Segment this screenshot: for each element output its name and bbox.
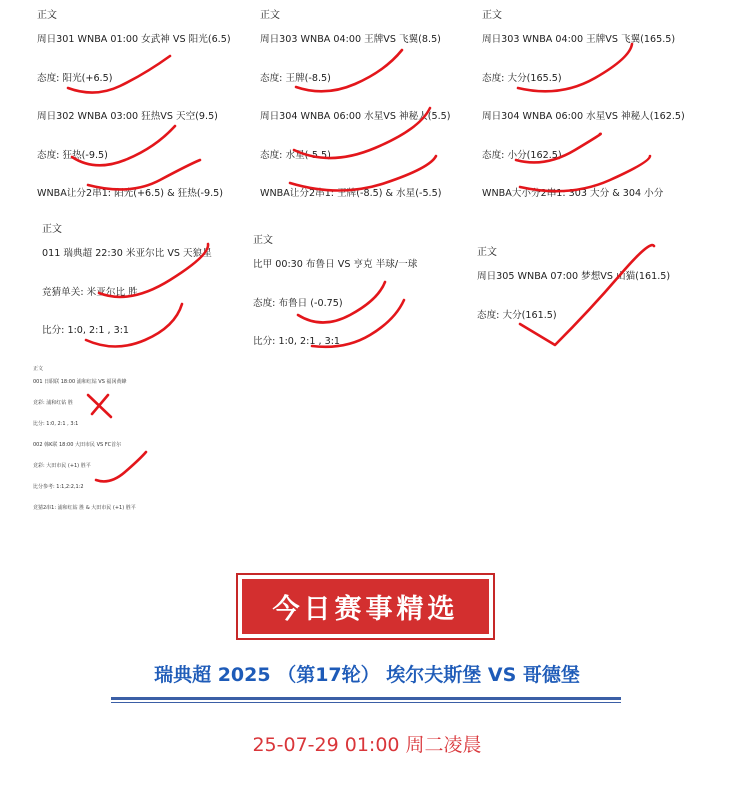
bet-slip-4 [42, 225, 212, 336]
bet-slip-7 [33, 367, 136, 511]
bet-slip-1 [37, 11, 231, 199]
slip-line: 周日304 WNBA 06:00 水星VS 神秘人(162.5) [482, 111, 685, 123]
slip-line: 周日303 WNBA 04:00 王牌VS 飞翼(8.5) [260, 34, 441, 45]
banner-title: 今日赛事精选 [242, 579, 489, 634]
match-title: 瑞典超 2025 （第17轮） 埃尔夫斯堡 VS 哥德堡 [154, 664, 580, 686]
slip-line: 比分参考: 1:1,2:2,1:2 [33, 484, 84, 490]
slip-line: 周日304 WNBA 06:00 水星VS 神秘人(5.5) [260, 111, 451, 123]
slip-heading: 正文 [253, 235, 273, 246]
slip-line: 比分: 1:0, 2:1 , 3:1 [42, 325, 130, 337]
slip-line: 周日303 WNBA 04:00 王牌VS 飞翼(165.5) [482, 34, 676, 45]
slip-line: 比分: 1:0, 2:1 , 3:1 [253, 336, 341, 348]
slip-heading: 正文 [42, 224, 62, 235]
divider [111, 697, 621, 700]
slip-line: 态度: 阳光(+6.5) [37, 72, 113, 84]
slip-line: 周日302 WNBA 03:00 狂热VS 天空(9.5) [37, 111, 218, 123]
slip-line: 002 韩K联 18:00 大田市民 VS FC首尔 [33, 442, 122, 448]
slip-line: 比甲 00:30 布鲁日 VS 亨克 半球/一球 [253, 259, 418, 270]
slip-line: 竞彩: 浦和红钻 胜 [33, 400, 73, 406]
bet-slip-6 [477, 248, 670, 320]
bet-slip-3 [482, 11, 685, 199]
slip-line: 比分: 1:0, 2:1 , 3:1 [33, 421, 79, 427]
slip-heading: 正文 [33, 366, 44, 372]
slip-line: 态度: 水星(-5.5) [260, 149, 331, 161]
slip-line: WNBA大小分2串1: 303 大分 & 304 小分 [482, 188, 664, 200]
slip-line: 周日301 WNBA 01:00 女武神 VS 阳光(6.5) [37, 34, 231, 45]
slip-line: 态度: 小分(162.5) [482, 149, 562, 161]
slip-line: 001 日职联 18:00 浦和红钻 VS 福冈黄蜂 [33, 379, 127, 385]
slip-line: WNBA让分2串1: 王牌(-8.5) & 水星(-5.5) [260, 188, 442, 200]
slip-line: 周日305 WNBA 07:00 梦想VS 山猫(161.5) [477, 271, 671, 282]
slip-heading: 正文 [477, 247, 497, 258]
slip-line: 011 瑞典超 22:30 米亚尔比 VS 天狼星 [42, 248, 212, 259]
slip-line: 态度: 布鲁日 (-0.75) [253, 297, 343, 309]
slip-line: 态度: 大分(161.5) [477, 309, 557, 321]
slip-heading: 正文 [260, 10, 280, 21]
divider [111, 702, 621, 703]
slip-heading: 正文 [37, 10, 57, 21]
slip-line: 态度: 狂热(-9.5) [37, 149, 108, 161]
slip-line: 竞猜单关: 米亚尔比 胜 [42, 286, 138, 298]
slip-line: 竞彩: 大田市民 (+1) 胜平 [33, 463, 91, 469]
bet-slip-5 [253, 236, 417, 347]
slip-line: WNBA让分2串1: 阳光(+6.5) & 狂热(-9.5) [37, 188, 224, 200]
match-time: 25-07-29 01:00 周二凌晨 [252, 734, 482, 756]
slip-line: 竞猜2串1: 浦和红钻 胜 & 大田市民 (+1) 胜平 [33, 505, 136, 511]
daily-picks-banner [236, 573, 495, 640]
slip-line: 态度: 王牌(-8.5) [260, 72, 331, 84]
slip-line: 态度: 大分(165.5) [482, 72, 562, 84]
bet-slip-2 [260, 11, 451, 199]
slip-heading: 正文 [482, 10, 502, 21]
